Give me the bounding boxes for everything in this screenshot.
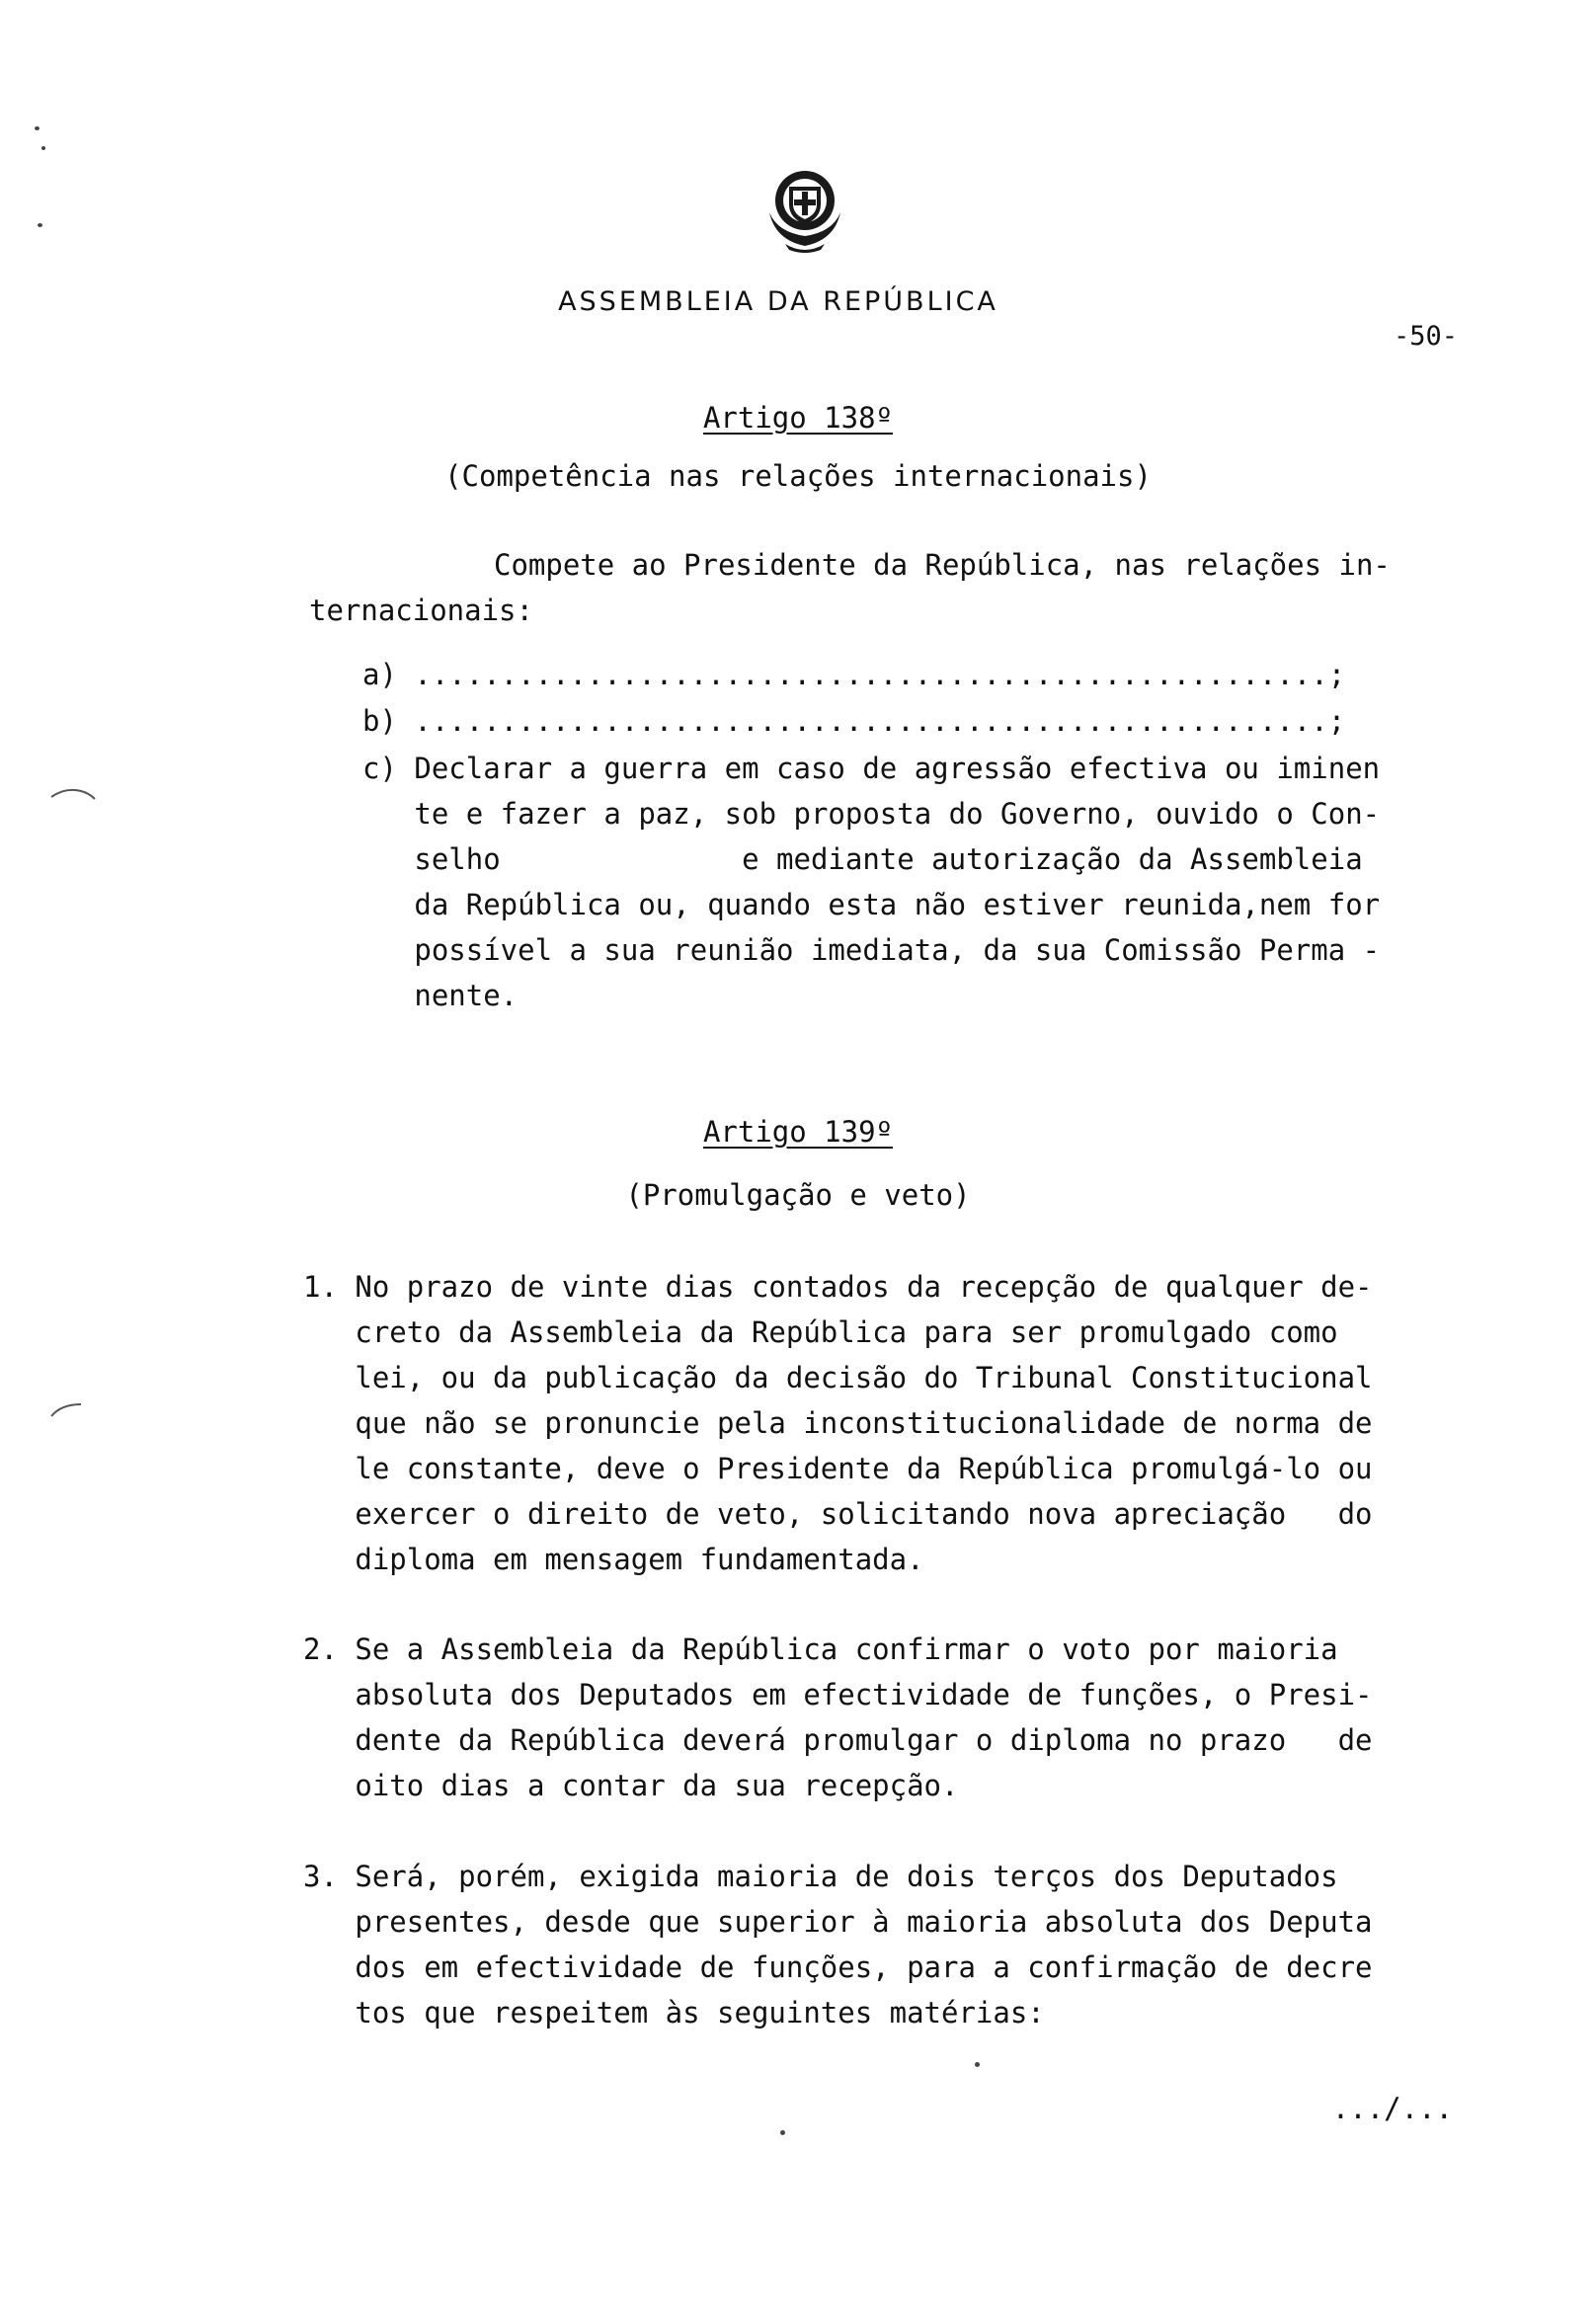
paragraph-1-line: 1. No prazo de vinte dias contados da recepção de qualquer de- xyxy=(303,1270,1373,1304)
paragraph-1-line: diploma em mensagem fundamentada. xyxy=(303,1543,924,1576)
item-c-line: selho e mediante autorização da Assembleia xyxy=(362,842,1363,876)
item-c-line: nente. xyxy=(362,979,519,1012)
article-138-heading xyxy=(0,395,1596,440)
item-c-line: te e fazer a paz, sob proposta do Governo, ouvido o Con- xyxy=(362,797,1381,831)
page-number: -50- xyxy=(1393,321,1458,352)
paragraph-3-line: 3. Será, porém, exigida maioria de dois terços dos Deputados xyxy=(303,1860,1338,1893)
paragraph-3-line: tos que respeitem às seguintes matérias: xyxy=(303,1996,1045,2029)
article-139-subtitle: (Promulgação e veto) xyxy=(625,1178,971,1212)
paragraph-3-line: dos em efectividade de funções, para a confirmação de decre xyxy=(303,1950,1373,1984)
article-138-heading-text: Artigo 138º xyxy=(702,401,894,435)
scan-speck xyxy=(35,126,40,130)
item-c-line: c) Declarar a guerra em caso de agressão efectiva ou iminen xyxy=(362,752,1381,785)
continuation-marker: .../... xyxy=(1331,2092,1453,2125)
scan-mark xyxy=(49,1400,89,1420)
paragraph-1-line: exercer o direito de veto, solicitando nova apreciação do xyxy=(303,1497,1373,1531)
article-138-intro-line-2: ternacionais: xyxy=(309,594,533,627)
item-c-line: possível a sua reunião imediata, da sua Comissão Perma - xyxy=(362,933,1381,967)
scan-speck xyxy=(975,2062,980,2067)
coat-of-arms-emblem xyxy=(756,163,854,262)
paragraph-2-line: 2. Se a Assembleia da República confirmar o voto por maioria xyxy=(303,1632,1338,1666)
paragraph-1-line: lei, ou da publicação da decisão do Tribunal Constitucional xyxy=(303,1361,1373,1394)
article-139-heading-text: Artigo 139º xyxy=(702,1115,894,1149)
paragraph-2-line: absoluta dos Deputados em efectividade de funções, o Presi- xyxy=(303,1678,1373,1711)
scan-mark xyxy=(49,785,99,805)
paragraph-1-line: le constante, deve o Presidente da República promulgá-lo ou xyxy=(303,1452,1373,1485)
paragraph-2-line: dente da República deverá promulgar o diploma no prazo de xyxy=(303,1723,1373,1757)
paragraph-2-line: oito dias a contar da sua recepção. xyxy=(303,1769,959,1802)
scan-speck xyxy=(41,146,45,150)
paragraph-3-line: presentes, desde que superior à maioria absoluta dos Deputa xyxy=(303,1905,1373,1939)
scan-speck xyxy=(780,2130,785,2135)
article-138-item-a: a) .....................................................; xyxy=(362,658,1346,691)
paragraph-1-line: creto da Assembleia da República para ser promulgado como xyxy=(303,1315,1338,1349)
article-139-heading xyxy=(0,1109,1596,1154)
article-138-subtitle: (Competência nas relações internacionais) xyxy=(444,459,1152,493)
scan-speck xyxy=(38,223,42,227)
institution-title: ASSEMBLEIA DA REPÚBLICA xyxy=(558,286,998,317)
item-c-line: da República ou, quando esta não estiver reunida,nem for xyxy=(362,888,1381,921)
paragraph-1-line: que não se pronuncie pela inconstitucionalidade de norma de xyxy=(303,1406,1373,1440)
article-138-intro-line-1: Compete ao Presidente da República, nas relações in- xyxy=(494,548,1391,582)
article-138-item-b: b) .....................................................; xyxy=(362,704,1346,738)
